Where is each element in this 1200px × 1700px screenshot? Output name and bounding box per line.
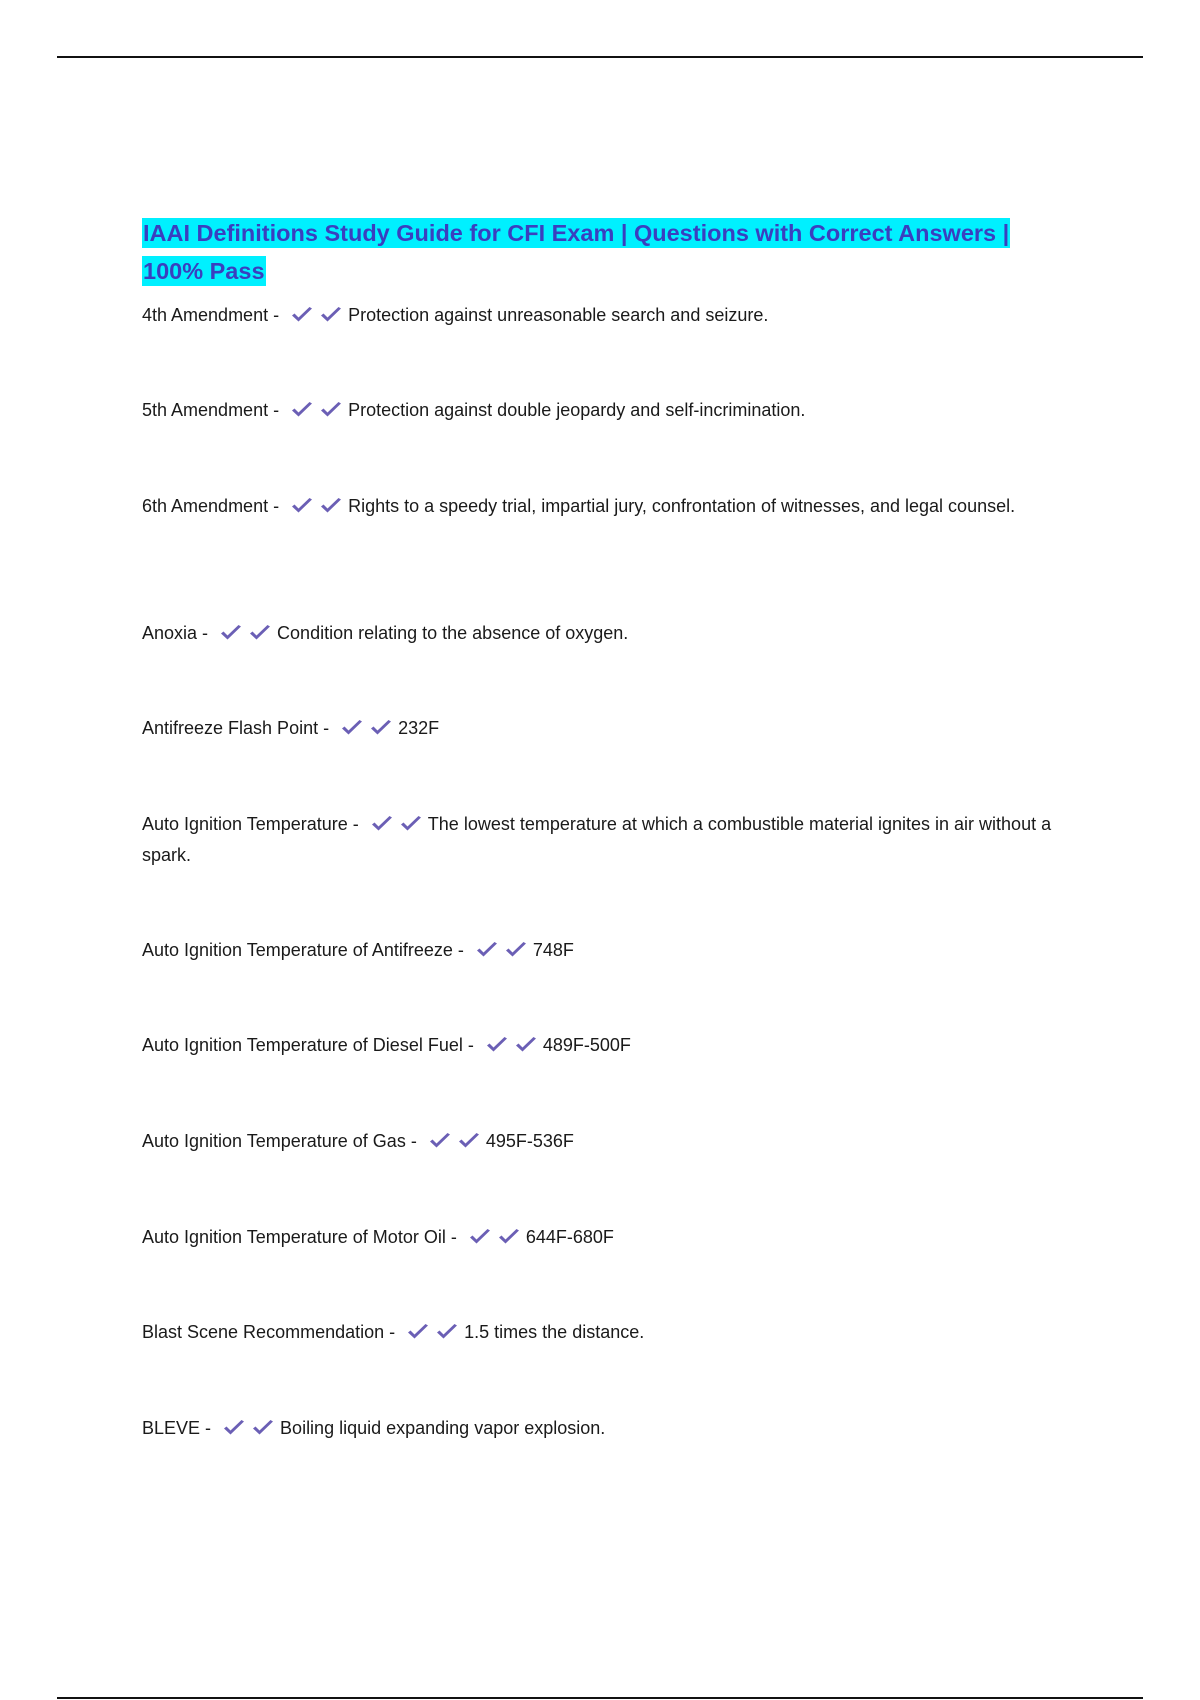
document-body [142,214,1062,1438]
definition-entry [142,1030,1062,1061]
checkmark-icon [475,941,499,959]
definition-text: 489F-500F [542,1035,631,1055]
checkmark-icon [485,1036,509,1054]
definition-term: Auto Ignition Temperature of Diesel Fuel [142,1035,463,1055]
checkmark-icon [319,401,343,419]
checkmark-icon [457,1132,481,1150]
checkmark-icon [399,815,423,833]
term-separator: - [445,1227,462,1247]
checkmark-icon [290,401,314,419]
term-separator: - [452,940,469,960]
checkmark-icon [340,719,364,737]
checkmark-icon [222,1419,246,1437]
definition-text: 232F [398,718,440,738]
checkmark-icon [468,1228,492,1246]
definition-entry [142,395,1062,426]
term-separator: - [268,305,285,325]
term-separator: - [268,496,285,516]
definition-text: Condition relating to the absence of oxygen. [277,623,629,643]
definition-term: 6th Amendment [142,496,269,516]
term-separator: - [318,718,335,738]
definition-term: Anoxia [142,623,198,643]
definition-entry [142,618,1062,649]
definition-entry [142,809,1062,871]
definition-term: 4th Amendment [142,305,269,325]
definition-entry [142,1317,1062,1348]
definition-text: 748F [532,940,574,960]
definition-text: Rights to a speedy trial, impartial jury, confrontation of witnesses, and legal counsel. [348,496,1016,516]
definition-text: Boiling liquid expanding vapor explosion. [280,1418,606,1438]
definition-term: Auto Ignition Temperature of Gas [142,1131,406,1151]
definition-text: 495F-536F [485,1131,574,1151]
checkmark-icon [514,1036,538,1054]
checkmark-icon [497,1228,521,1246]
top-page-rule [57,56,1143,58]
definition-text: Protection against double jeopardy and self-incrimination. [348,400,806,420]
term-separator: - [197,623,214,643]
checkmark-icon [319,306,343,324]
definition-entry [142,935,1062,966]
definition-text: The lowest temperature at which a combustible material ignites in air without a spark. [142,814,1052,865]
checkmark-icon [504,941,528,959]
definition-term: Auto Ignition Temperature of Antifreeze [142,940,453,960]
checkmark-icon [251,1419,275,1437]
definition-term: Blast Scene Recommendation [142,1322,385,1342]
term-separator: - [347,814,364,834]
checkmark-icon [428,1132,452,1150]
definition-entry [142,1222,1062,1253]
document-title [142,214,1042,290]
document-title-text: IAAI Definitions Study Guide for CFI Exam | Questions with Correct Answers | 100% Pass [143,220,1010,284]
term-separator: - [384,1322,401,1342]
checkmark-icon [370,815,394,833]
definition-entry [142,1126,1062,1157]
definition-term: Auto Ignition Temperature of Motor Oil [142,1227,446,1247]
definition-entry [142,491,1062,522]
term-separator: - [462,1035,479,1055]
term-separator: - [268,400,285,420]
definition-text: Protection against unreasonable search and seizure. [348,305,769,325]
definition-term: Antifreeze Flash Point [142,718,319,738]
definition-term: 5th Amendment [142,400,269,420]
definition-entry [142,300,1062,331]
definition-term: BLEVE [142,1418,201,1438]
checkmark-icon [369,719,393,737]
checkmark-icon [219,624,243,642]
definition-entry [142,1413,1062,1444]
checkmark-icon [406,1323,430,1341]
definition-term: Auto Ignition Temperature [142,814,348,834]
checkmark-icon [248,624,272,642]
checkmark-icon [290,306,314,324]
definition-entry [142,713,1062,744]
checkmark-icon [435,1323,459,1341]
definition-text: 1.5 times the distance. [464,1322,645,1342]
checkmark-icon [290,497,314,515]
bottom-page-rule [57,1697,1143,1699]
term-separator: - [405,1131,422,1151]
checkmark-icon [319,497,343,515]
definition-text: 644F-680F [525,1227,614,1247]
term-separator: - [200,1418,217,1438]
